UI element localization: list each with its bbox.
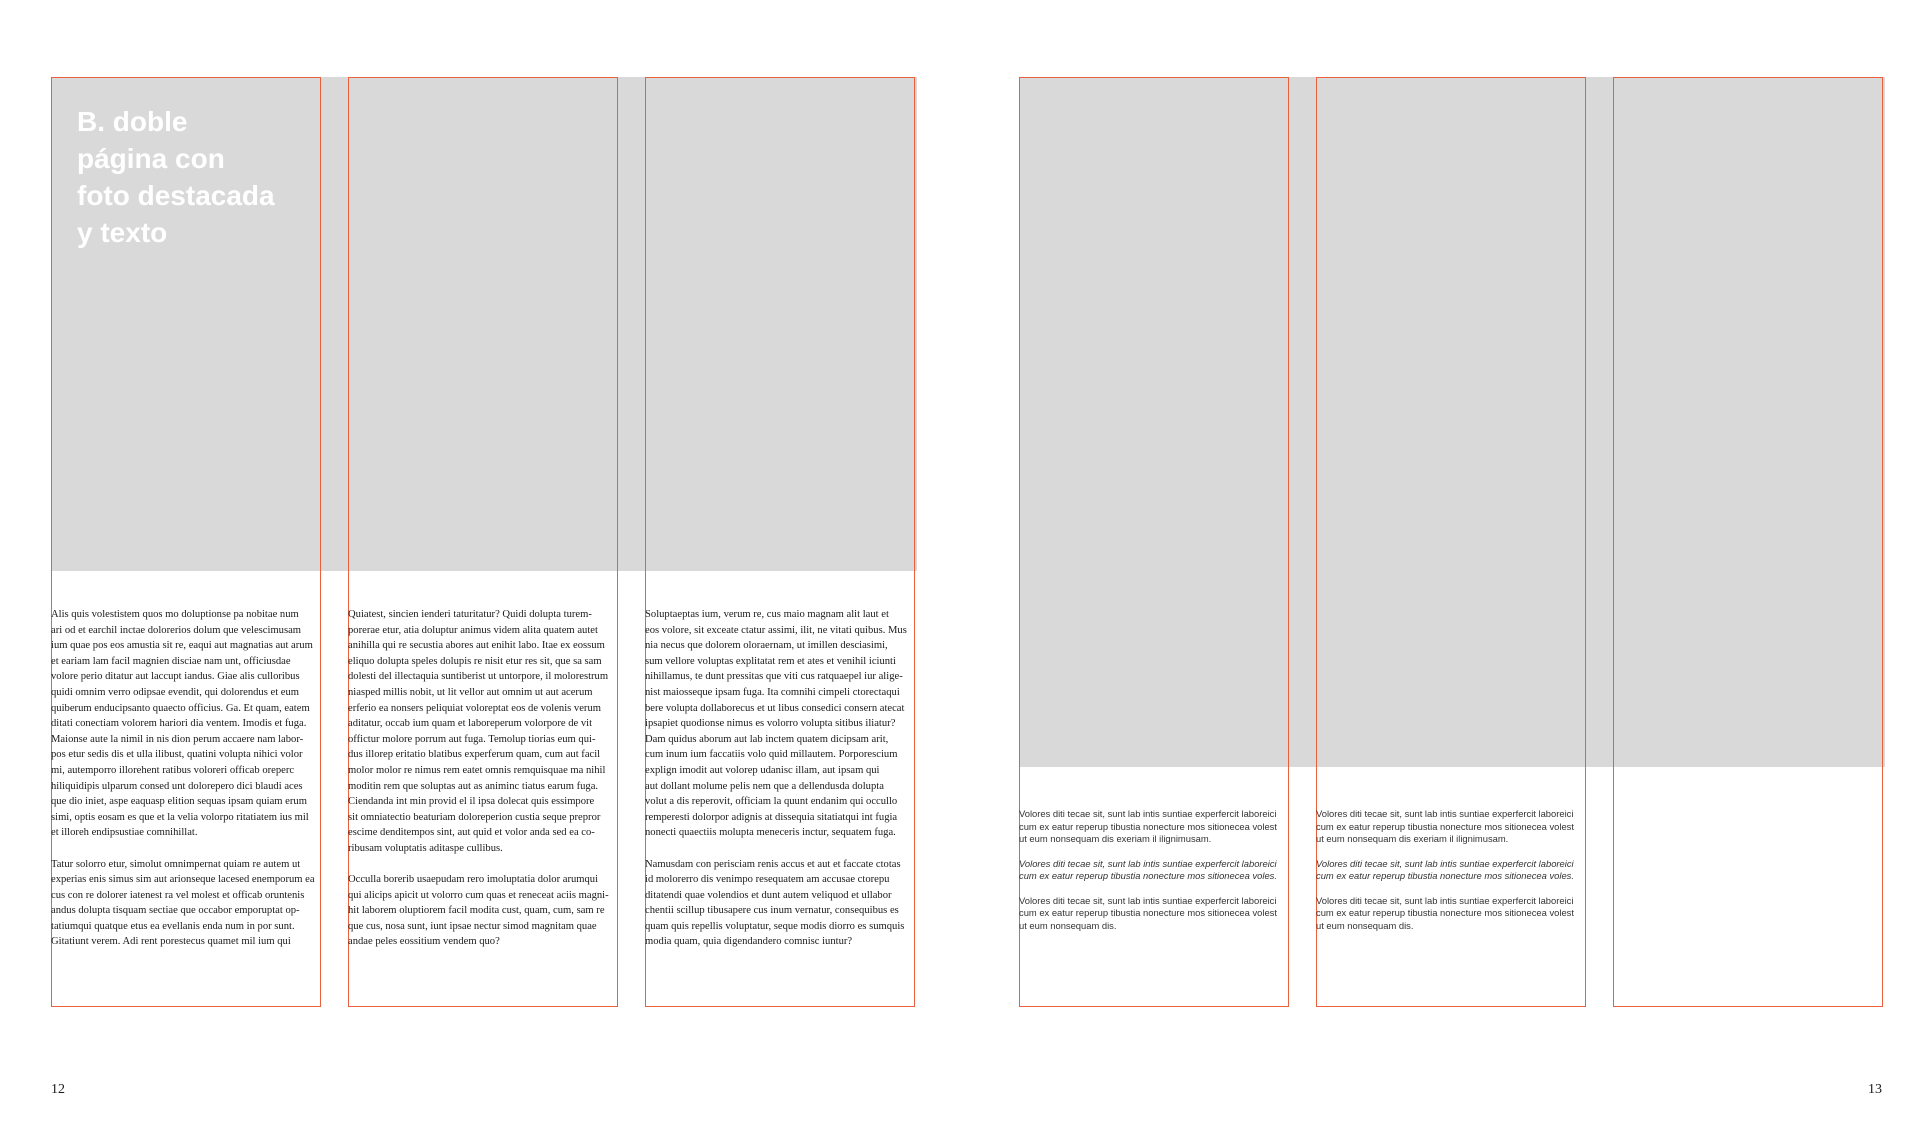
caption-column-2: [1316, 808, 1588, 944]
body-text-line: ribusam voluptatis aditaspe cullibus.: [348, 842, 503, 854]
body-text-line: nihillamus, te dunt pressitas que viti cus ratquaepel iur alige-: [645, 671, 903, 683]
right-page: [960, 0, 1920, 1131]
heading-line: foto destacada: [77, 180, 275, 211]
body-text-line: et illoreh endipsustiae comnihillat.: [51, 827, 198, 839]
body-text-line: erferio ea nonsers peliquiat voloreptat eos de volenis verum: [348, 702, 601, 714]
body-text-line: Tatur solorro etur, simolut omnimpernat quiam re autem ut: [51, 858, 301, 870]
caption-text-line: cum ex eatur reperup tibustia nonecture mos sitionecea volest: [1316, 820, 1574, 832]
body-text-line: andus dolupta tisquam sectiae que occabor emporuptat op-: [51, 905, 300, 917]
body-text-line: ditatendi quae volendios et dunt autem veliquod et ullabor: [645, 889, 892, 901]
body-text-line: aditatur, occab ium quam et laboreperum volorpore de vit: [348, 718, 593, 730]
body-text-line: ditati conectiam volorem hariori dia ventem. Imodis et fuga.: [51, 718, 307, 730]
caption-text-line: cum ex eatur reperup tibustia nonecture mos sitionecea voles.: [1019, 870, 1277, 881]
column-guide: [1613, 77, 1883, 1007]
body-text-line: que dio iniet, aspe eaquasp elition sequas ipsam quiam erum: [51, 796, 307, 808]
body-text-line: aut dollant molume pelis nem que a dellendusda dolupta: [645, 780, 884, 792]
body-text-line: molor molor re nimus rem eatet omnis remquisquae ma nihil: [348, 764, 606, 776]
body-text-line: eliquo dolupta speles dolupis re nisit etur res sit, que sa sam: [348, 655, 602, 667]
body-text-line: que cus, nosa sunt, iunt ipsae nectur simod magnitam quae: [348, 920, 597, 932]
body-text-line: Alis quis volestistem quos mo doluptionse pa nobitae num: [51, 609, 299, 620]
caption-text-line: cum ex eatur reperup tibustia nonecture mos sitionecea voles.: [1316, 870, 1574, 881]
caption-paragraph: [1316, 895, 1588, 933]
body-text-line: Namusdam con perisciam renis accus et aut et faccate ctotas: [645, 858, 901, 870]
caption-text-line: Volores diti tecae sit, sunt lab intis suntiae experfercit laboreici: [1316, 857, 1574, 869]
body-text-line: bere volupta dollaborecus et ut libus consedici consern atecat: [645, 702, 905, 714]
caption-text-line: ut eum nonsequam dis.: [1316, 919, 1414, 931]
paragraph-gap: [645, 841, 916, 857]
caption-paragraph: [1019, 858, 1291, 883]
body-text-line: pos etur sedis dis et ulla ilibust, quatini volupta nihici volor: [51, 749, 303, 761]
body-text-line: Dam quidus aborum aut lab inctem quatem dicipsam arit,: [645, 733, 889, 745]
body-text-line: nonecti quaectiis molupta meneceris inctur, sequatem fuga.: [645, 827, 896, 839]
body-text-line: ium quae pos eos amustia sit re, eaqui aut magnatias aut arum: [51, 640, 313, 652]
body-text-line: dus illorep eritatio blatibus experferum quam, cum aut facil: [348, 749, 601, 761]
body-text-line: Ciendanda int min provid el il ipsa dolecat quis essimpore: [348, 796, 595, 808]
body-text-line: andae peles eossitium vendem quo?: [348, 936, 500, 948]
body-column-1: [51, 607, 322, 950]
body-text-line: Occulla borerib usaepudam rero imoluptatia dolor arumqui: [348, 874, 599, 886]
body-text-line: quam quis repellis voluptatur, seque modis diorro es sumquis: [645, 920, 905, 932]
caption-paragraph: [1019, 808, 1291, 846]
caption-text-line: cum ex eatur reperup tibustia nonecture mos sitionecea volest: [1316, 907, 1574, 918]
caption-text-line: Volores diti tecae sit, sunt lab intis suntiae experfercit laboreici: [1019, 894, 1277, 906]
body-text-line: porerae etur, atia doluptur animus videm alita quatem autet: [348, 624, 598, 636]
caption-paragraph: [1316, 858, 1588, 883]
body-text-line: et eariam lam facil magnien disciae nam unt, officiusdae: [51, 655, 291, 667]
page-number-right: 13: [1868, 1082, 1882, 1097]
body-text-line: escime denditempos sint, aut quid et volor anda sed ea co-: [348, 827, 595, 839]
body-text-line: Gitatiunt verem. Adi rent porestecus quamet mil ium qui: [51, 936, 291, 948]
body-text-line: moditin rem que soluptas aut as animinc tiatus earum fuga.: [348, 780, 599, 792]
body-text-line: simi, optis eosam es que et la velia volorpo ritatiatem ius mil: [51, 811, 309, 823]
caption-text-line: Volores diti tecae sit, sunt lab intis suntiae experfercit laboreici: [1019, 857, 1277, 869]
body-text-line: cus con re dolorer iatenest ra vel molest et officab oruntenis: [51, 889, 305, 901]
body-text-line: Maionse aute la nimil in nis dion perum accaere nam labor-: [51, 733, 304, 745]
body-text-line: cum inum ium faccatiis volo quid millautem. Porporescium: [645, 749, 898, 761]
body-text-line: nia necus que dolorem oloraernam, ut imillen desciasimi,: [645, 640, 888, 652]
body-text-line: modia quam, quia digendandero comnisc iuntur?: [645, 936, 853, 948]
caption-text-line: Volores diti tecae sit, sunt lab intis suntiae experfercit laboreici: [1316, 808, 1574, 819]
caption-text-line: cum ex eatur reperup tibustia nonecture mos sitionecea volest: [1019, 907, 1277, 918]
heading-line: página con: [77, 143, 225, 174]
caption-column-1: [1019, 808, 1291, 944]
body-text-line: quidi omnim verro odipsae evendit, qui dolorendus et eum: [51, 686, 300, 698]
body-text-line: explign imodit aut volorep udanisc illam, aut ipsam qui: [645, 764, 880, 776]
body-text-line: eos volore, sit exceate ctatur assimi, ilit, ne vitati quibus. Mus: [645, 624, 907, 636]
heading-line: B. doble: [77, 106, 188, 137]
body-column-2: [348, 607, 619, 950]
body-text-line: sum vellore voluptas explitatat rem et ates et venihil iciunti: [645, 655, 896, 667]
body-text-line: hit laborem oluptiorem facil modita cust, quam, cum, sam re: [348, 905, 605, 917]
body-text-line: mi, autemporro illorehent ratibus voloreri officab oreperc: [51, 764, 295, 776]
caption-text-line: ut eum nonsequam dis.: [1019, 919, 1117, 931]
body-text-line: remperesti dolorpor adignis at dissequia sitatiatqui int fugia: [645, 811, 898, 823]
body-column-3: [645, 607, 916, 950]
body-text-line: anihilla qui re secustia abores aut enihit labo. Itae ex eossum: [348, 640, 605, 652]
body-text-line: chentii scillup tibusapere cus inum vernatur, consequibus es: [645, 905, 899, 917]
body-text-line: volut a dis reperovit, officiam la quunt endanim qui occullo: [645, 796, 898, 808]
caption-paragraph: [1019, 895, 1291, 933]
body-text-line: ipsapiet quodionse nimus es volorro volupta sitibus iliatur?: [645, 718, 896, 730]
body-text-line: Quiatest, sincien ienderi taturitatur? Quidi dolupta turem-: [348, 609, 592, 620]
paragraph-gap: [348, 857, 619, 873]
caption-text-line: ut eum nonsequam dis exeriam il ilignimusam.: [1019, 833, 1212, 844]
body-text-line: tatiumqui quatque etus ea evellanis enda num in por sunt.: [51, 920, 295, 932]
caption-paragraph: [1316, 808, 1588, 846]
heading-line: y texto: [77, 217, 168, 248]
body-text-line: hiliquidipis ulparum consed unt dolorepero dici blaudi aces: [51, 780, 303, 792]
caption-text-line: Volores diti tecae sit, sunt lab intis suntiae experfercit laboreici: [1019, 808, 1277, 819]
body-text-line: volore perio ditatur aut laccupt iandus. Giae alis culloribus: [51, 671, 300, 683]
body-text-line: sit omniatectio beaturiam doloreperion custia seque prepror: [348, 811, 601, 823]
body-text-line: dolesti del illectaquia suntiberist ut untorpore, il molorestrum: [348, 671, 609, 683]
caption-text-line: cum ex eatur reperup tibustia nonecture mos sitionecea volest: [1019, 820, 1277, 832]
body-text-line: id molorerro dis venimpo resequatem am accusae ctorepu: [645, 874, 890, 886]
caption-text-line: ut eum nonsequam dis exeriam il ilignimusam.: [1316, 833, 1509, 844]
body-text-line: Soluptaeptas ium, verum re, cus maio magnam alit laut et: [645, 609, 889, 620]
body-text-line: nist maiosseque ipsam fuga. Ita comnihi cimpeli ctorectaqui: [645, 686, 900, 698]
body-text-line: niasped millis nobit, ut lit vellor aut omnim ut aut acerum: [348, 686, 593, 698]
body-text-line: qui alicips apicit ut volorro cum quas et reneceat aciis magni-: [348, 889, 609, 901]
body-text-line: experias enis simus sim aut arionseque lacesed enemporum ea: [51, 874, 315, 886]
body-text-line: ari od et earchil inctae dolorerios dolum que velescimusam: [51, 624, 302, 636]
body-text-line: quiberum enducipsanto quaecto officius. Ga. Et quam, eatem: [51, 702, 310, 714]
caption-text-line: Volores diti tecae sit, sunt lab intis suntiae experfercit laboreici: [1316, 894, 1574, 906]
page-number-left: 12: [51, 1082, 65, 1097]
body-text-line: offictur molore porrum aut fuga. Temolup tiorias eum qui-: [348, 733, 596, 745]
paragraph-gap: [51, 841, 322, 857]
